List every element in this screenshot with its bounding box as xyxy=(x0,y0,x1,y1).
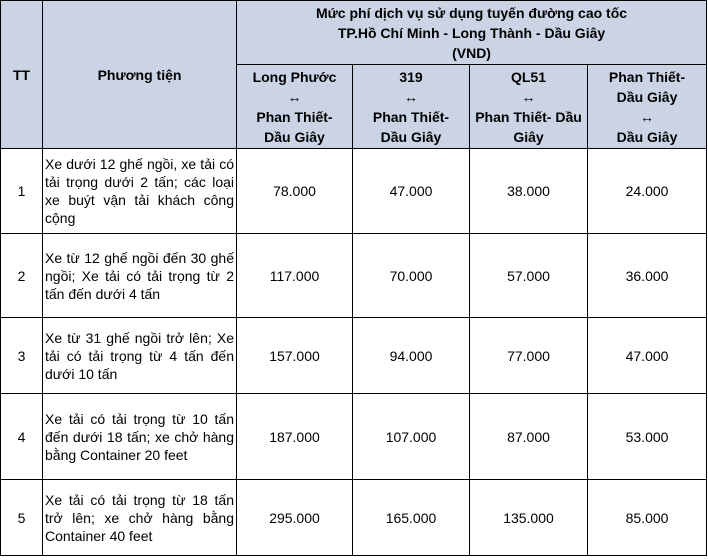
fee-cell: 36.000 xyxy=(588,234,707,318)
fee-cell: 47.000 xyxy=(588,318,707,394)
table-row xyxy=(1,234,707,318)
vehicle-description: Xe dưới 12 ghế ngồi, xe tải có tải trọng dưới 2 tấn; các loại xe buýt vận tải khách công cộng xyxy=(43,149,237,234)
header-title-line: Mức phí dịch vụ sử dụng tuyến đường cao tốc xyxy=(316,4,628,21)
row-number: 5 xyxy=(1,480,43,556)
fee-cell: 47.000 xyxy=(353,149,470,234)
fee-cell: 157.000 xyxy=(237,318,353,394)
row-number: 4 xyxy=(1,394,43,480)
fee-cell: 78.000 xyxy=(237,149,353,234)
header-route-ql51 xyxy=(470,65,588,149)
header-title-line: TP.Hồ Chí Minh - Long Thành - Dầu Giây xyxy=(337,24,606,41)
route-line: Giây xyxy=(513,128,544,145)
vehicle-description: Xe từ 31 ghế ngồi trở lên; Xe tải có tải trọng từ 4 tấn đến dưới 10 tấn xyxy=(43,318,237,394)
table-row xyxy=(1,318,707,394)
fee-cell: 70.000 xyxy=(353,234,470,318)
route-line: Phan Thiết- xyxy=(608,68,686,85)
fee-cell: 24.000 xyxy=(588,149,707,234)
route-line: ↔ xyxy=(521,88,536,105)
fee-cell: 38.000 xyxy=(470,149,588,234)
route-line: Dầu Giây xyxy=(264,128,325,145)
table-row xyxy=(1,394,707,480)
fee-cell: 135.000 xyxy=(470,480,588,556)
fee-cell: 57.000 xyxy=(470,234,588,318)
fee-cell: 165.000 xyxy=(353,480,470,556)
route-line: ↔ xyxy=(640,108,655,125)
table-row xyxy=(1,149,707,234)
header-route-phan-thiet xyxy=(588,65,707,149)
fee-cell: 187.000 xyxy=(237,394,353,480)
fee-cell: 94.000 xyxy=(353,318,470,394)
row-number: 2 xyxy=(1,234,43,318)
row-number: 3 xyxy=(1,318,43,394)
fee-cell: 295.000 xyxy=(237,480,353,556)
route-line: Dầu Giây xyxy=(380,128,442,145)
vehicle-description: Xe từ 12 ghế ngồi đến 30 ghế ngồi; Xe tải có tải trọng từ 2 tấn đến dưới 4 tấn xyxy=(43,234,237,318)
header-vehicle: Phương tiện xyxy=(43,1,237,149)
header-tt: TT xyxy=(1,1,43,149)
route-line: ↔ xyxy=(287,88,302,105)
fee-cell: 87.000 xyxy=(470,394,588,480)
route-line: Long Phước xyxy=(252,68,337,85)
route-line: Dầu Giây xyxy=(616,128,678,145)
fee-cell: 77.000 xyxy=(470,318,588,394)
header-row-top xyxy=(1,1,707,65)
table-row xyxy=(1,480,707,556)
header-route-319 xyxy=(353,65,470,149)
route-line: 319 xyxy=(399,68,423,85)
fee-cell: 107.000 xyxy=(353,394,470,480)
fee-cell: 117.000 xyxy=(237,234,353,318)
route-line: ↔ xyxy=(404,88,418,105)
header-route-long-phuoc xyxy=(237,65,353,149)
fee-cell: 85.000 xyxy=(588,480,707,556)
header-title-line: (VND) xyxy=(452,44,491,61)
route-line: Phan Thiết- xyxy=(256,108,333,125)
route-line: Phan Thiết- xyxy=(372,108,450,125)
fee-cell: 53.000 xyxy=(588,394,707,480)
vehicle-description: Xe tải có tải trọng từ 18 tấn trở lên; xe chở hàng bằng Container 40 feet xyxy=(43,480,237,556)
route-line: QL51 xyxy=(510,68,546,85)
route-line: Dầu Giây xyxy=(616,88,678,105)
row-number: 1 xyxy=(1,149,43,234)
vehicle-description: Xe tải có tải trọng từ 10 tấn đến dưới 18 tấn; xe chở hàng bằng Container 20 feet xyxy=(43,394,237,480)
header-fee-title xyxy=(237,1,707,65)
route-line: Phan Thiết- Dầu xyxy=(475,108,582,125)
